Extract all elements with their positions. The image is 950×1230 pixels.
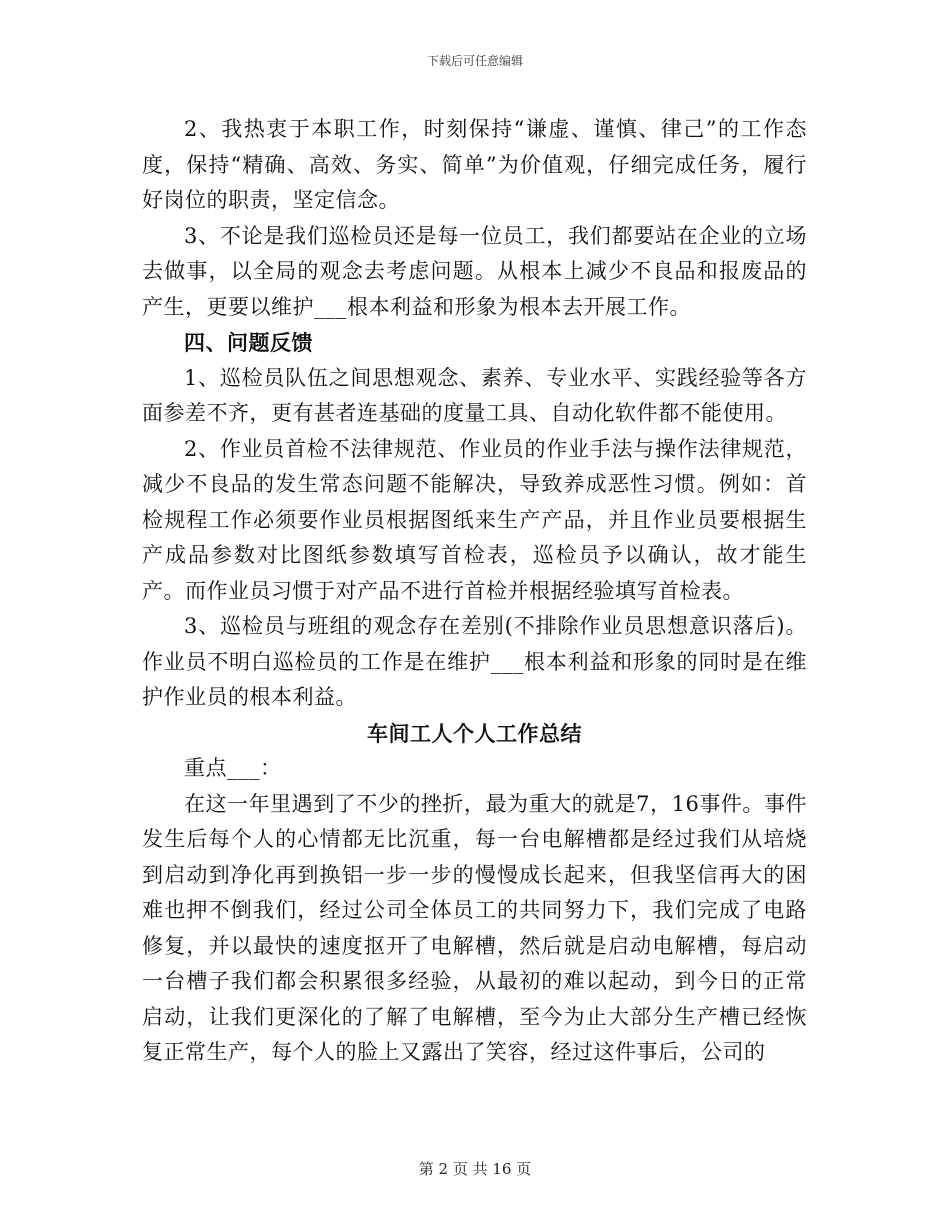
paragraph: 在这一年里遇到了不少的挫折，最为重大的就是7，16事件。事件发生后每个人的心情都无比沉重，每一台电解槽都是经过我们从培烧到启动到净化再到换铝一步一步的慢慢成长起来，但我坚信再大的困难也押不倒我们，经过公司全体员工的共同努力下，我们完成了电路修复，并以最快的速度抠开了电解槽，然后就是启动电解槽，每启动一台槽子我们都会积累很多经验，从最初的难以起动，到今日的正常启动，让我们更深化的了解了电解槽，至今为止大部分生产槽已经恢复正常生产，每个人的脸上又露出了笑容，经过这件事后，公司的 [142, 791, 807, 1064]
section-heading: 四、问题反馈 [184, 330, 313, 355]
paragraph: 2、作业员首检不法律规范、作业员的作业手法与操作法律规范，减少不良品的发生常态问题不能解决，导致养成恶性习惯。例如：首检规程工作必须要作业员根据图纸来生产产品，并且作业员要根据生产成品参数对比图纸参数填写首检表，巡检员予以确认，故才能生产。而作业员习惯于对产品不进行首检并根据经验填写首检表。 [142, 436, 807, 603]
paragraph: 1、巡检员队伍之间思想观念、素养、专业水平、实践经验等各方面参差不齐，更有甚者连基础的度量工具、自动化软件都不能使用。 [142, 365, 807, 425]
page-header: 下载后可任意编辑 [426, 54, 523, 68]
page-number: 第 2 页 共 16 页 [418, 1160, 532, 1178]
paragraph: 3、巡检员与班组的观念存在差别(不排除作业员思想意识落后)。作业员不明白巡检员的工作是在维护___根本利益和形象的同时是在维护作业员的根本利益。 [142, 614, 807, 709]
document-title: 车间工人个人工作总结 [367, 720, 582, 746]
paragraph: 2、我热衷于本职工作，时刻保持“谦虚、谨慎、律己”的工作态度，保持“精确、高效、务实、简单”为价值观，仔细完成任务，履行好岗位的职责，坚定信念。 [142, 117, 807, 212]
paragraph: 重点___： [184, 756, 282, 780]
paragraph: 3、不论是我们巡检员还是每一位员工，我们都要站在企业的立场去做事，以全局的观念去考虑问题。从根本上减少不良品和报废品的产生，更要以维护___根本利益和形象为根本去开展工作。 [142, 223, 807, 319]
document-body [142, 112, 807, 1071]
